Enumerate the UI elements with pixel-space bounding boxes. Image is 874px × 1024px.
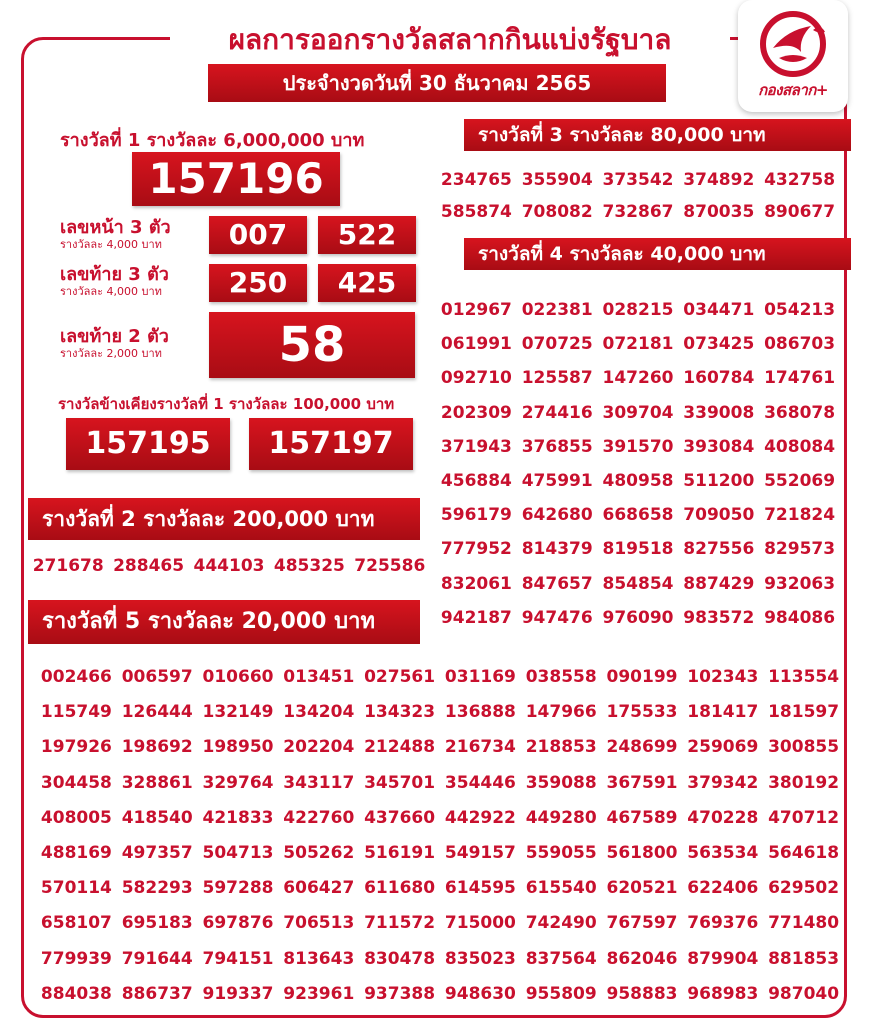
prize4-number: 942187 [440, 607, 512, 628]
prize5-number: 549157 [444, 843, 516, 864]
prize4-number: 819518 [602, 539, 674, 560]
prize2-number: 725586 [354, 556, 426, 576]
prize5-number: 470712 [768, 807, 840, 828]
prize4-number: 984086 [764, 607, 836, 628]
prize2-number: 271678 [32, 556, 104, 576]
page-title: ผลการออกรางวัลสลากกินแบ่งรัฐบาล [170, 18, 730, 62]
prize5-number: 606427 [283, 878, 355, 899]
prize4-number: 393084 [683, 436, 755, 457]
prize4-number: 160784 [683, 368, 755, 389]
prize5-number: 791644 [121, 948, 193, 969]
prize3-number: 355904 [521, 170, 593, 190]
prize5-number: 835023 [444, 948, 516, 969]
prize4-number: 054213 [764, 300, 836, 320]
prize1-label: รางวัลที่ 1 รางวัลละ 6,000,000 บาท [60, 130, 365, 151]
prize5-number: 181417 [687, 702, 759, 723]
prize4-number: 309704 [602, 402, 674, 423]
prize5-number: 102343 [687, 667, 759, 687]
prize5-number: 126444 [121, 702, 193, 723]
prize5-number: 248699 [606, 737, 678, 758]
prize5-number: 779939 [40, 948, 112, 969]
prize4-number: 034471 [683, 300, 755, 320]
prize5-number: 958883 [606, 983, 678, 1004]
prize5-number: 516191 [364, 843, 436, 864]
prize5-number: 467589 [606, 807, 678, 828]
prize5-number: 742490 [525, 913, 597, 934]
prize5-number: 216734 [444, 737, 516, 758]
near1-number-2: 157197 [249, 418, 413, 470]
prize4-number: 932063 [764, 573, 836, 594]
prize4-number: 511200 [683, 471, 755, 492]
prize5-number: 136888 [444, 702, 516, 723]
prize4-number: 202309 [440, 402, 512, 423]
prize5-number: 354446 [444, 772, 516, 793]
prize5-number: 197926 [40, 737, 112, 758]
prize5-number: 113554 [768, 667, 840, 687]
prize2-grid [28, 551, 430, 581]
prize3-number: 890677 [764, 202, 836, 222]
prize4-label: รางวัลที่ 4 รางวัลละ 40,000 บาท [464, 238, 851, 270]
prize4-number: 391570 [602, 436, 674, 457]
prize4-number: 832061 [440, 573, 512, 594]
prize5-number: 620521 [606, 878, 678, 899]
prize5-number: 181597 [768, 702, 840, 723]
prize4-number: 061991 [440, 334, 512, 355]
prize5-number: 564618 [768, 843, 840, 864]
prize5-number: 259069 [687, 737, 759, 758]
prize4-number: 174761 [764, 368, 836, 389]
back3-sublabel: รางวัลละ 4,000 บาท [60, 285, 162, 298]
prize3-grid [436, 164, 840, 228]
prize4-number: 642680 [521, 505, 593, 526]
prize5-number: 359088 [525, 772, 597, 793]
prize5-grid [36, 660, 844, 1012]
prize4-number: 829573 [764, 539, 836, 560]
prize3-number: 585874 [440, 202, 512, 222]
prize4-number: 028215 [602, 300, 674, 320]
prize5-number: 013451 [283, 667, 355, 687]
prize5-number: 300855 [768, 737, 840, 758]
prize4-number: 854854 [602, 573, 674, 594]
front3-label-group [60, 218, 171, 251]
prize5-number: 879904 [687, 948, 759, 969]
back3-label: เลขท้าย 3 ตัว [60, 264, 169, 285]
prize5-number: 987040 [768, 983, 840, 1004]
prize5-number: 198692 [121, 737, 193, 758]
prize4-number: 983572 [683, 607, 755, 628]
prize4-number: 480958 [602, 471, 674, 492]
prize5-number: 611680 [364, 878, 436, 899]
back2-label-group [60, 327, 169, 360]
prize4-number: 847657 [521, 573, 593, 594]
prize5-number: 218853 [525, 737, 597, 758]
prize4-number: 827556 [683, 539, 755, 560]
prize5-number: 622406 [687, 878, 759, 899]
prize4-number: 371943 [440, 436, 512, 457]
prize2-number: 288465 [113, 556, 185, 576]
prize5-number: 134204 [283, 702, 355, 723]
phoenix-logo-icon [753, 8, 833, 78]
prize4-number: 339008 [683, 402, 755, 423]
prize5-label: รางวัลที่ 5 รางวัลละ 20,000 บาท [28, 600, 420, 644]
prize5-number: 408005 [40, 807, 112, 828]
prize5-number: 559055 [525, 843, 597, 864]
prize3-number: 870035 [683, 202, 755, 222]
prize5-number: 615540 [525, 878, 597, 899]
logo [738, 0, 848, 112]
prize4-number: 475991 [521, 471, 593, 492]
prize5-number: 470228 [687, 807, 759, 828]
prize3-number: 432758 [764, 170, 836, 190]
prize5-number: 923961 [283, 983, 355, 1004]
prize3-number: 234765 [440, 170, 512, 190]
prize3-number: 732867 [602, 202, 674, 222]
prize5-number: 504713 [202, 843, 274, 864]
prize4-number: 709050 [683, 505, 755, 526]
prize5-number: 767597 [606, 913, 678, 934]
prize5-number: 132149 [202, 702, 274, 723]
prize4-number: 376855 [521, 436, 593, 457]
prize5-number: 968983 [687, 983, 759, 1004]
prize4-number: 947476 [521, 607, 593, 628]
prize5-number: 038558 [525, 667, 597, 687]
prize1-number: 157196 [132, 152, 340, 206]
back3-number-2: 425 [318, 264, 416, 302]
prize5-number: 813643 [283, 948, 355, 969]
prize4-number: 552069 [764, 471, 836, 492]
prize4-number: 086703 [764, 334, 836, 355]
prize5-number: 437660 [364, 807, 436, 828]
back2-sublabel: รางวัลละ 2,000 บาท [60, 347, 162, 360]
prize5-number: 881853 [768, 948, 840, 969]
prize5-number: 418540 [121, 807, 193, 828]
near1-label: รางวัลข้างเคียงรางวัลที่ 1 รางวัลละ 100,000 บาท [58, 395, 395, 413]
prize3-number: 373542 [602, 170, 674, 190]
prize3-number: 708082 [521, 202, 593, 222]
prize5-number: 937388 [364, 983, 436, 1004]
prize4-number: 368078 [764, 402, 836, 423]
prize5-number: 948630 [444, 983, 516, 1004]
prize3-label: รางวัลที่ 3 รางวัลละ 80,000 บาท [464, 119, 851, 151]
prize4-number: 274416 [521, 402, 593, 423]
prize5-number: 027561 [364, 667, 436, 687]
prize5-number: 862046 [606, 948, 678, 969]
prize4-number: 596179 [440, 505, 512, 526]
prize5-number: 345701 [364, 772, 436, 793]
prize2-number: 485325 [273, 556, 345, 576]
back3-label-group [60, 265, 169, 298]
prize5-number: 442922 [444, 807, 516, 828]
prize5-number: 343117 [283, 772, 355, 793]
prize4-number: 814379 [521, 539, 593, 560]
prize5-number: 886737 [121, 983, 193, 1004]
prize5-number: 715000 [444, 913, 516, 934]
prize5-number: 597288 [202, 878, 274, 899]
prize5-number: 629502 [768, 878, 840, 899]
prize4-number: 887429 [683, 573, 755, 594]
prize5-number: 488169 [40, 843, 112, 864]
prize5-number: 090199 [606, 667, 678, 687]
prize5-number: 497357 [121, 843, 193, 864]
prize5-number: 794151 [202, 948, 274, 969]
prize4-number: 721824 [764, 505, 836, 526]
prize5-number: 367591 [606, 772, 678, 793]
prize5-number: 006597 [121, 667, 193, 687]
prize5-number: 380192 [768, 772, 840, 793]
prize4-number: 070725 [521, 334, 593, 355]
prize5-number: 561800 [606, 843, 678, 864]
prize4-number: 072181 [602, 334, 674, 355]
prize5-number: 198950 [202, 737, 274, 758]
prize5-number: 115749 [40, 702, 112, 723]
prize5-number: 304458 [40, 772, 112, 793]
prize5-number: 830478 [364, 948, 436, 969]
prize5-number: 422760 [283, 807, 355, 828]
prize4-number: 456884 [440, 471, 512, 492]
prize5-number: 706513 [283, 913, 355, 934]
prize5-number: 202204 [283, 737, 355, 758]
front3-number-2: 522 [318, 216, 416, 254]
back2-label: เลขท้าย 2 ตัว [60, 326, 169, 347]
front3-number-1: 007 [209, 216, 307, 254]
prize5-number: 212488 [364, 737, 436, 758]
prize5-number: 614595 [444, 878, 516, 899]
prize4-number: 022381 [521, 300, 593, 320]
prize5-number: 769376 [687, 913, 759, 934]
near1-number-1: 157195 [66, 418, 230, 470]
prize5-number: 771480 [768, 913, 840, 934]
prize5-number: 711572 [364, 913, 436, 934]
prize5-number: 328861 [121, 772, 193, 793]
prize5-number: 010660 [202, 667, 274, 687]
back3-number-1: 250 [209, 264, 307, 302]
prize4-number: 073425 [683, 334, 755, 355]
prize5-number: 379342 [687, 772, 759, 793]
prize5-number: 955809 [525, 983, 597, 1004]
prize5-number: 449280 [525, 807, 597, 828]
prize5-number: 002466 [40, 667, 112, 687]
prize5-number: 582293 [121, 878, 193, 899]
prize5-number: 505262 [283, 843, 355, 864]
prize5-number: 563534 [687, 843, 759, 864]
prize5-number: 570114 [40, 878, 112, 899]
prize3-number: 374892 [683, 170, 755, 190]
prize5-number: 175533 [606, 702, 678, 723]
draw-date: ประจำงวดวันที่ 30 ธันวาคม 2565 [208, 64, 666, 102]
prize4-number: 976090 [602, 607, 674, 628]
logo-text: กองสลาก+ [758, 81, 828, 99]
back2-number: 58 [209, 312, 415, 378]
prize5-number: 147966 [525, 702, 597, 723]
prize4-number: 668658 [602, 505, 674, 526]
prize2-number: 444103 [193, 556, 265, 576]
prize4-number: 125587 [521, 368, 593, 389]
front3-label: เลขหน้า 3 ตัว [60, 217, 171, 238]
prize5-number: 695183 [121, 913, 193, 934]
prize5-number: 837564 [525, 948, 597, 969]
prize5-number: 134323 [364, 702, 436, 723]
prize5-number: 031169 [444, 667, 516, 687]
prize4-number: 012967 [440, 300, 512, 320]
front3-sublabel: รางวัลละ 4,000 บาท [60, 238, 162, 251]
prize4-grid [436, 293, 840, 635]
prize5-number: 919337 [202, 983, 274, 1004]
prize5-number: 697876 [202, 913, 274, 934]
prize5-number: 329764 [202, 772, 274, 793]
prize4-number: 408084 [764, 436, 836, 457]
prize4-number: 777952 [440, 539, 512, 560]
prize5-number: 884038 [40, 983, 112, 1004]
prize5-number: 421833 [202, 807, 274, 828]
prize2-label: รางวัลที่ 2 รางวัลละ 200,000 บาท [28, 498, 420, 540]
prize5-number: 658107 [40, 913, 112, 934]
prize4-number: 092710 [440, 368, 512, 389]
prize4-number: 147260 [602, 368, 674, 389]
